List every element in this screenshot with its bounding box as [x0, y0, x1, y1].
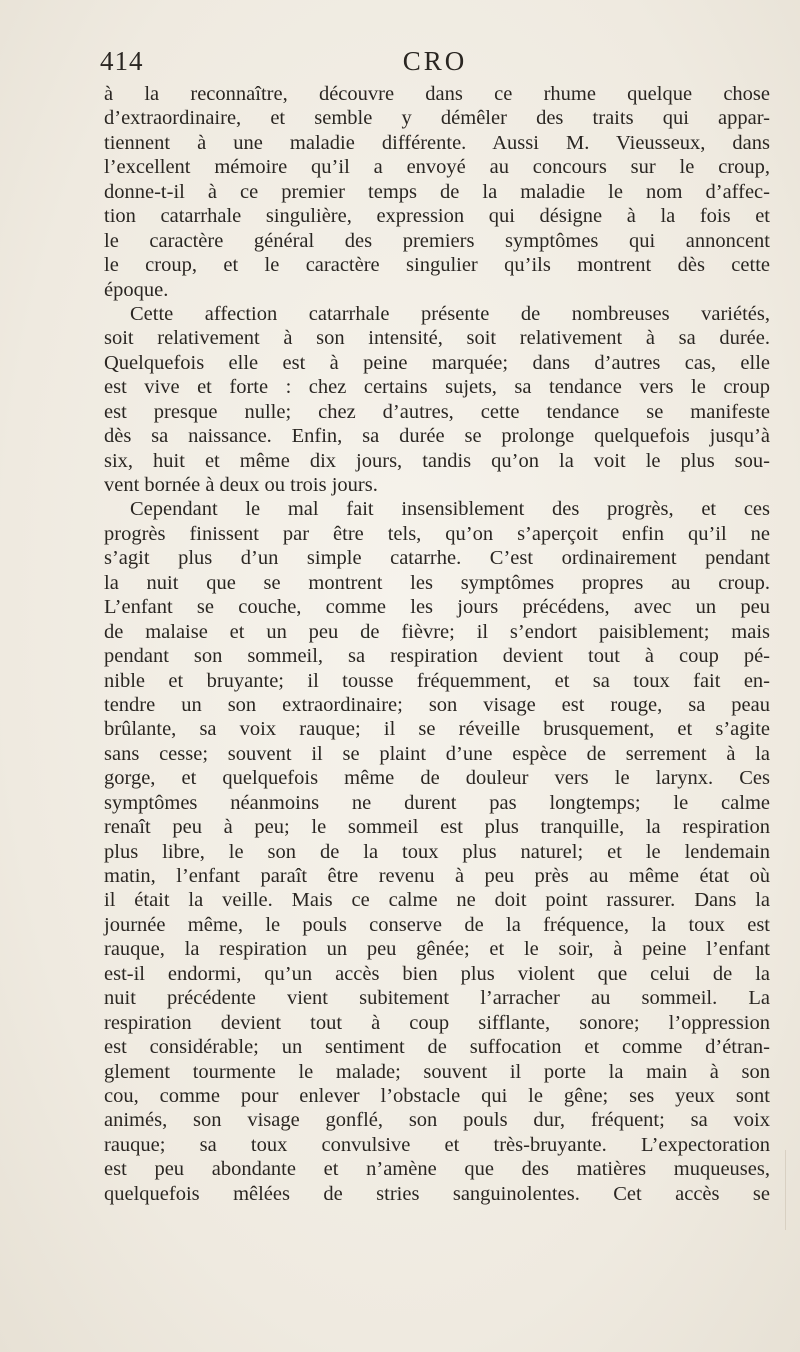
text-line: la nuit que se montrent les symptômes propres au croup. — [104, 571, 770, 594]
text-line: le croup, et le caractère singulier qu’ils montrent dès cette — [104, 254, 770, 277]
text-line: animés, son visage gonflé, son pouls dur, fréquent; sa voix — [104, 1109, 770, 1132]
text-line: renaît peu à peu; le sommeil est plus tranquille, la respiration — [104, 816, 770, 839]
text-line: tion catarrhale singulière, expression qui désigne à la fois et — [104, 205, 770, 228]
text-line: sans cesse; souvent il se plaint d’une espèce de serrement à la — [104, 742, 770, 765]
text-line: journée même, le pouls conserve de la fréquence, la toux est — [104, 913, 770, 936]
text-line: cou, comme pour enlever l’obstacle qui le gêne; ses yeux sont — [104, 1084, 770, 1107]
page-header — [100, 46, 770, 86]
text-line: à la reconnaître, découvre dans ce rhume quelque chose — [104, 83, 770, 105]
text-line: tiennent à une maladie différente. Aussi M. Vieusseux, dans — [104, 131, 770, 154]
text-line: symptômes néanmoins ne durent pas longtemps; le calme — [104, 791, 770, 814]
text-line: il était la veille. Mais ce calme ne doit point rassurer. Dans la — [104, 889, 770, 912]
text-line: est peu abondante et n’amène que des matières muqueuses, — [104, 1158, 770, 1181]
running-head: CRO — [402, 46, 468, 76]
page-edge-mark — [785, 1150, 800, 1230]
text-line: l’excellent mémoire qu’il a envoyé au concours sur le croup, — [104, 156, 770, 179]
text-line: glement tourmente le malade; souvent il porte la main à son — [104, 1060, 770, 1083]
text-line: est-il endormi, qu’un accès bien plus violent que celui de la — [104, 962, 770, 985]
text-line: rauque; sa toux convulsive et très-bruyante. L’expectoration — [104, 1133, 770, 1156]
text-line: donne-t-il à ce premier temps de la maladie le nom d’affec- — [104, 180, 770, 203]
text-line: est presque nulle; chez d’autres, cette tendance se manifeste — [104, 400, 770, 423]
body-text — [104, 82, 770, 1206]
text-line: pendant son sommeil, sa respiration devient tout à coup pé- — [104, 645, 770, 668]
text-line: nuit précédente vient subitement l’arracher au sommeil. La — [104, 987, 770, 1010]
text-line: soit relativement à son intensité, soit relativement à sa durée. — [104, 327, 770, 350]
text-line: d’extraordinaire, et semble y démêler des traits qui appar- — [104, 107, 770, 130]
text-line: est considérable; un sentiment de suffocation et comme d’étran- — [104, 1036, 770, 1059]
text-line: de malaise et un peu de fièvre; il s’endort paisiblement; mais — [104, 620, 770, 643]
text-line: s’agit plus d’un simple catarrhe. C’est ordinairement pendant — [104, 547, 770, 570]
text-line: brûlante, sa voix rauque; il se réveille brusquement, et s’agite — [104, 718, 770, 741]
text-line: L’enfant se couche, comme les jours précédens, avec un peu — [104, 596, 770, 619]
text-line: tendre un son extraordinaire; son visage est rouge, sa peau — [104, 693, 770, 716]
page-number: 414 — [100, 46, 144, 76]
text-line: plus libre, le son de la toux plus naturel; et le lendemain — [104, 840, 770, 863]
text-line: époque. — [104, 278, 169, 301]
text-line: Cependant le mal fait insensiblement des progrès, et ces — [130, 498, 770, 521]
text-line: progrès finissent par être tels, qu’on s’aperçoit enfin qu’il ne — [104, 522, 770, 545]
text-line: quelquefois mêlées de stries sanguinolentes. Cet accès se — [104, 1182, 770, 1205]
text-line: gorge, et quelquefois même de douleur vers le larynx. Ces — [104, 767, 770, 790]
text-line: dès sa naissance. Enfin, sa durée se prolonge quelquefois jusqu’à — [104, 425, 770, 448]
text-line: rauque, la respiration un peu gênée; et le soir, à peine l’enfant — [104, 938, 770, 961]
text-line: vent bornée à deux ou trois jours. — [104, 474, 378, 496]
text-line: nible et bruyante; il tousse fréquemment, et sa toux fait en- — [104, 669, 770, 692]
text-line: six, huit et même dix jours, tandis qu’on la voit le plus sou- — [104, 449, 770, 472]
text-line: matin, l’enfant paraît être revenu à peu près au même état où — [104, 865, 770, 887]
text-line: est vive et forte : chez certains sujets, sa tendance vers le croup — [104, 376, 770, 399]
text-line: respiration devient tout à coup sifflante, sonore; l’oppression — [104, 1011, 770, 1034]
text-line: le caractère général des premiers symptômes qui annoncent — [104, 229, 770, 252]
text-line: Cette affection catarrhale présente de nombreuses variétés, — [130, 302, 770, 325]
text-line: Quelquefois elle est à peine marquée; dans d’autres cas, elle — [104, 351, 770, 374]
